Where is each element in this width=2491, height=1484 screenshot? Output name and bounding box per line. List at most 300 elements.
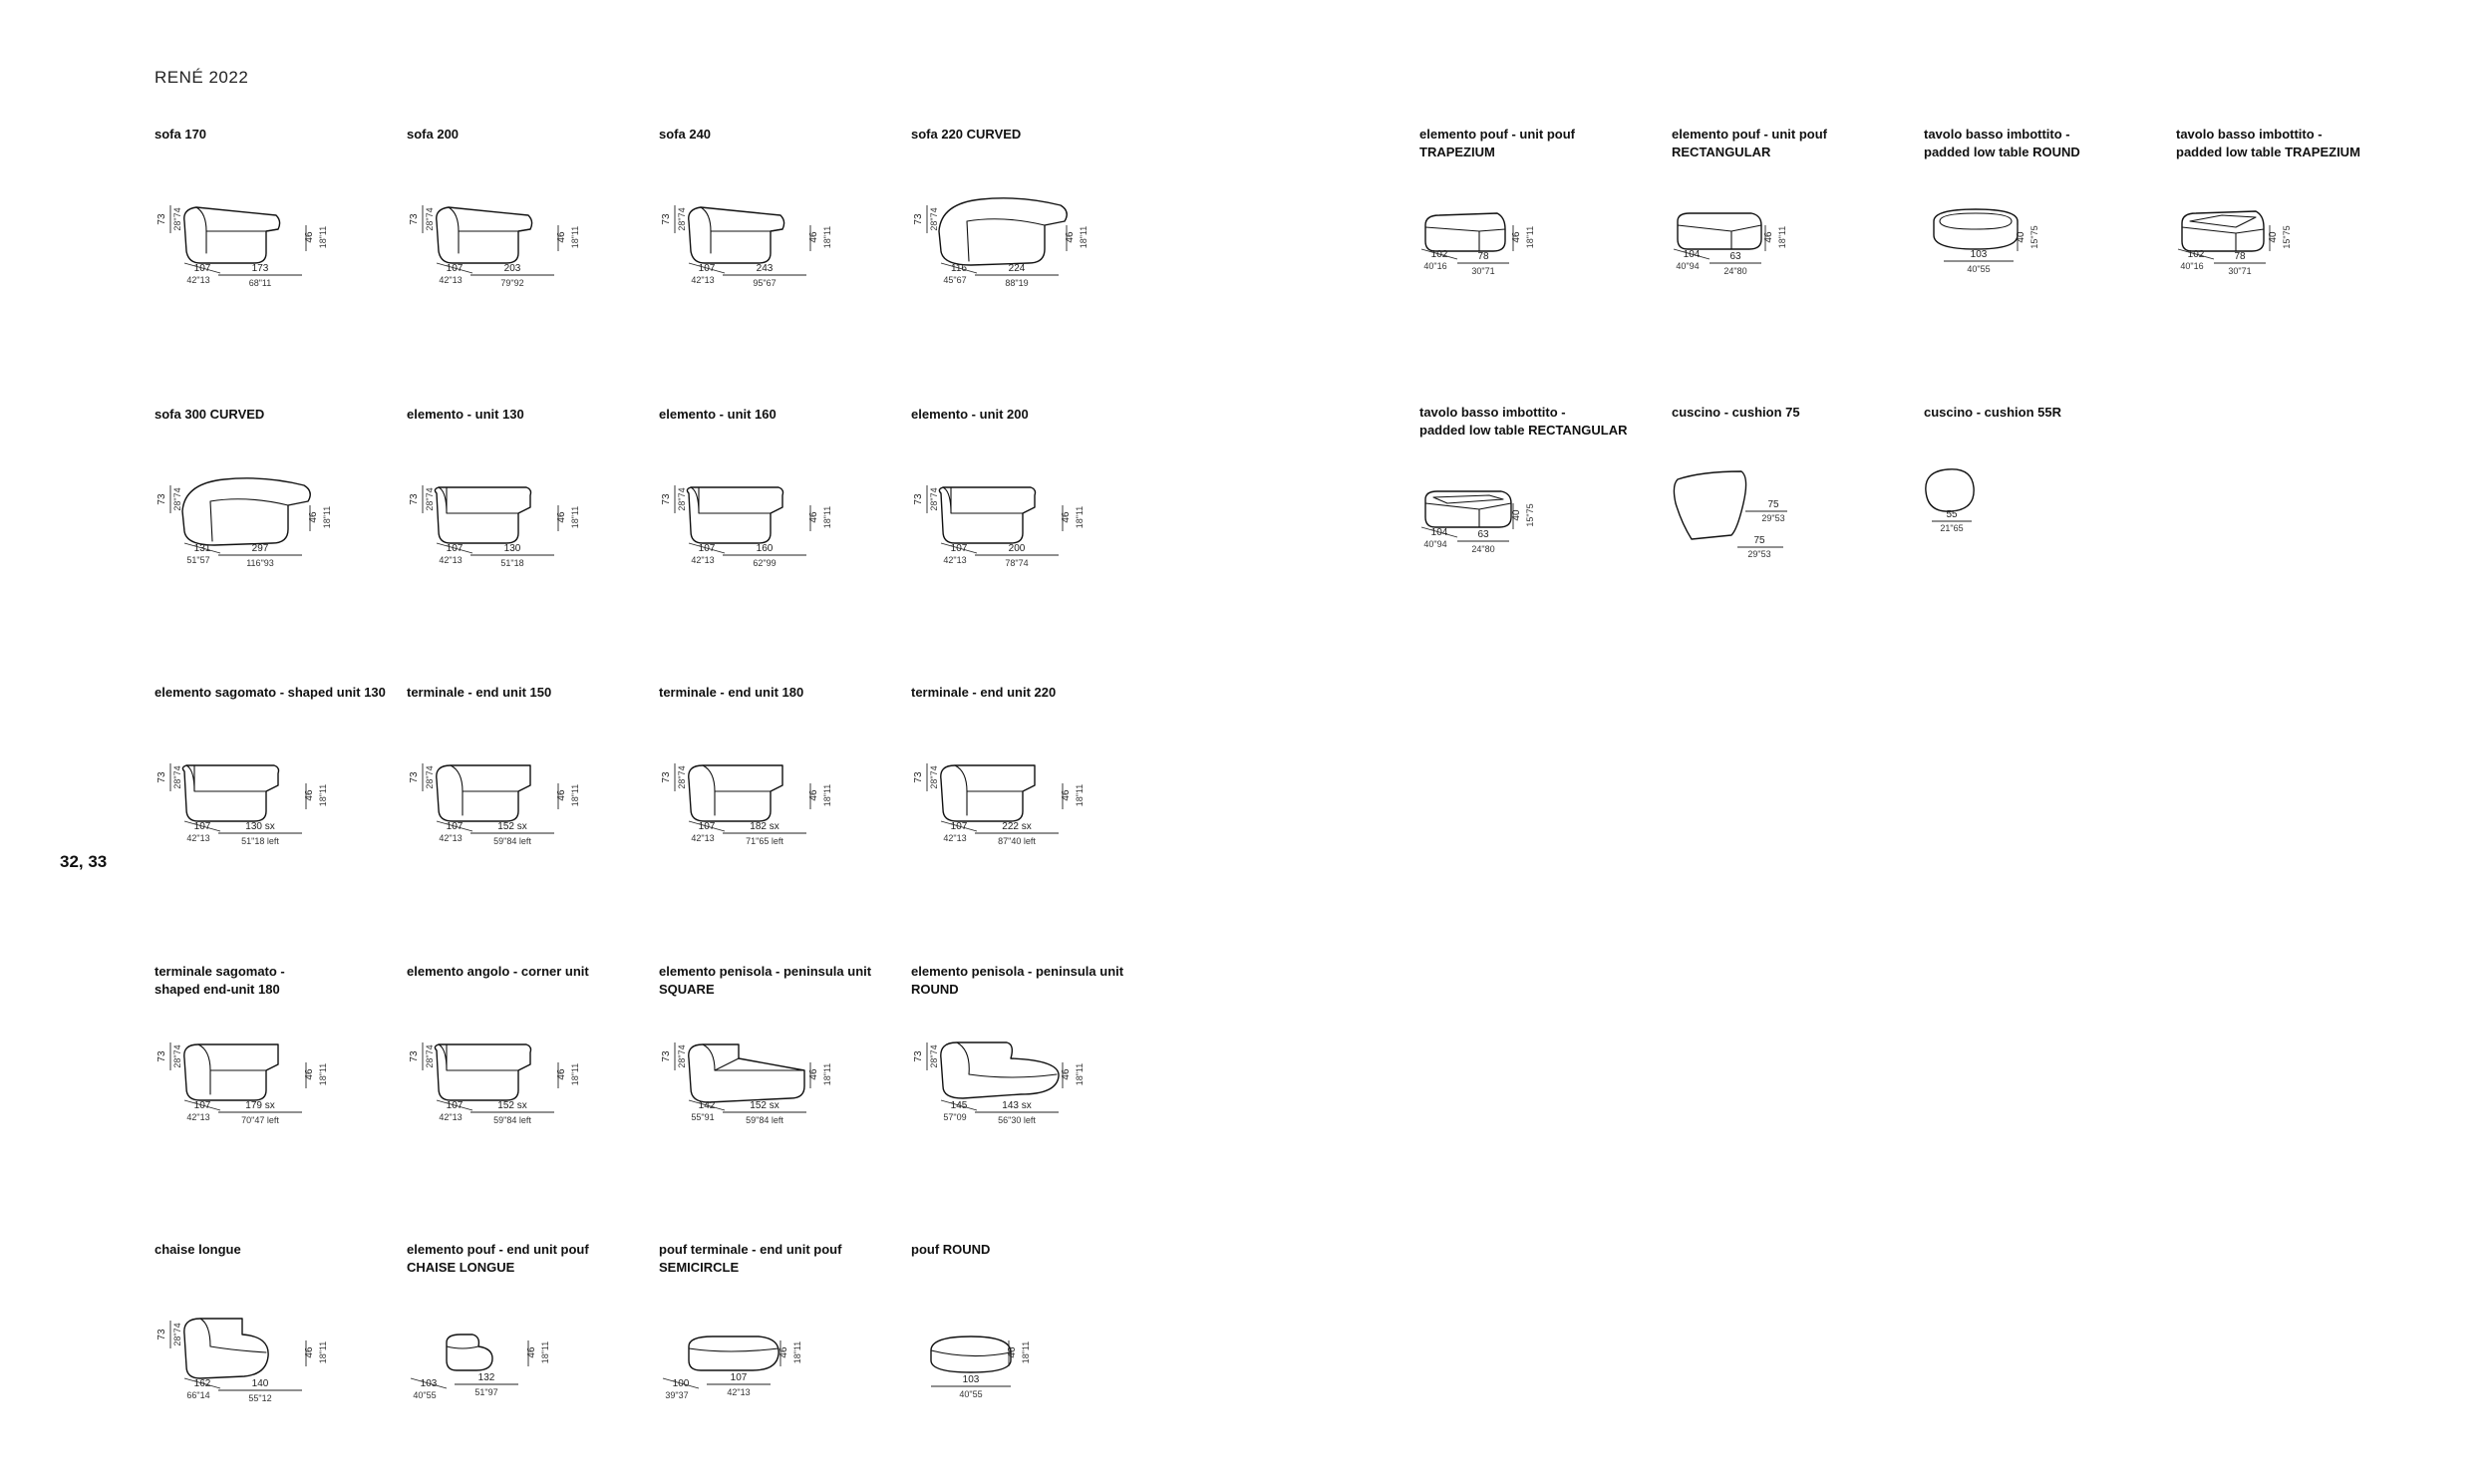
- dim-height-imperial: 28"74: [425, 765, 435, 789]
- technical-drawing: [155, 155, 404, 325]
- product-table-rectangular: [1419, 404, 1669, 603]
- product-name: [155, 684, 404, 702]
- technical-drawing: [1924, 155, 2173, 325]
- dim-seat-height-imperial: 18"11: [318, 225, 328, 249]
- dim-width: 152 sx: [497, 821, 527, 832]
- dim-width-imperial: 78"74: [1005, 558, 1029, 568]
- dim-depth-imperial: 40"55: [413, 1390, 437, 1400]
- product-name: [911, 1241, 1160, 1259]
- dim-width: 140: [251, 1378, 269, 1389]
- product-name: [407, 963, 656, 981]
- dim-width: 297: [251, 543, 269, 554]
- product-name-line: RECTANGULAR: [1672, 145, 1771, 159]
- technical-drawing: [659, 155, 908, 325]
- technical-drawing: [1672, 155, 1921, 325]
- product-peninsula-square: [659, 963, 908, 1162]
- dim-depth: 104: [1430, 527, 1448, 538]
- product-name-line: elemento pouf - unit pouf: [1672, 127, 1827, 142]
- dim-height: 73: [156, 493, 167, 505]
- drawing-group: [409, 205, 580, 288]
- drawing-group: [1674, 213, 1787, 276]
- dim-width-imperial: 40"55: [959, 1389, 983, 1399]
- drawing-group: [913, 763, 1085, 846]
- technical-drawing: [911, 714, 1160, 883]
- product-name-line: sofa 240: [659, 127, 712, 142]
- product-name-line: elemento - unit 130: [407, 407, 524, 422]
- product-name: [407, 406, 656, 424]
- furniture-drawing: [939, 487, 1035, 543]
- product-corner-unit: [407, 963, 656, 1162]
- dim-width: 103: [962, 1374, 980, 1385]
- dim-width: 107: [730, 1372, 748, 1383]
- dim-depth: 107: [698, 821, 716, 832]
- technical-drawing: [407, 436, 656, 605]
- dim-height: 73: [661, 771, 672, 783]
- dim-width-imperial: 42"13: [727, 1387, 751, 1397]
- technical-drawing: [407, 993, 656, 1162]
- dim-depth-imperial: 42"13: [691, 275, 715, 285]
- dim-seat-height-imperial: 18"11: [1075, 505, 1085, 529]
- product-table-round: [1924, 126, 2173, 325]
- technical-drawing: [407, 155, 656, 325]
- dim-width: 224: [1008, 263, 1026, 274]
- dim-height: 73: [156, 1329, 167, 1340]
- product-unit-160: [659, 406, 908, 605]
- dim-diameter-imperial: 21"65: [1940, 523, 1964, 533]
- dim-seat-height-imperial: 18"11: [822, 1062, 832, 1086]
- dim-width: 160: [756, 543, 774, 554]
- dim-seat-height: 46: [1065, 231, 1076, 243]
- dim-height-imperial: 28"74: [172, 1044, 182, 1068]
- dim-seat-height: 46: [1511, 231, 1522, 243]
- furniture-drawing: [435, 1044, 530, 1100]
- dim-height: 73: [913, 771, 924, 783]
- product-name: [155, 126, 404, 144]
- drawing-group: [409, 763, 580, 846]
- dim-depth: 103: [420, 1378, 438, 1389]
- dim-width-imperial: 59"84 left: [746, 1115, 783, 1125]
- product-name: [1924, 404, 2173, 422]
- page-number: 32, 33: [60, 852, 108, 871]
- technical-drawing: [659, 993, 908, 1162]
- dim-depth-imperial: 40"94: [1676, 261, 1700, 271]
- dim-seat-height: 46: [304, 1068, 315, 1080]
- product-name: [1672, 404, 1921, 422]
- furniture-drawing: [435, 487, 530, 543]
- dim-height: 73: [661, 493, 672, 505]
- dim-height: 73: [913, 213, 924, 225]
- drawing-group: [661, 205, 832, 288]
- dim-height: 73: [409, 1050, 420, 1062]
- dim-seat-height-imperial: 18"11: [322, 505, 332, 529]
- dim-width-imperial: 24"80: [1471, 544, 1495, 554]
- product-pouf-semicircle: [659, 1241, 908, 1440]
- technical-drawing: [155, 436, 404, 605]
- dim-width-imperial: 40"55: [1967, 264, 1991, 274]
- product-cushion-55r: [1924, 404, 2173, 603]
- dim-depth-imperial: 51"57: [186, 555, 210, 565]
- furniture-drawing: [184, 207, 280, 263]
- product-name-line: elemento pouf - unit pouf: [1419, 127, 1575, 142]
- dim-width-imperial: 87"40 left: [998, 836, 1036, 846]
- product-name-line: terminale - end unit 220: [911, 685, 1057, 700]
- product-name-line: sofa 170: [155, 127, 207, 142]
- dim-width: 203: [503, 263, 521, 274]
- dim-seat-height-imperial: 18"11: [822, 783, 832, 807]
- dim-seat-height: 46: [1763, 231, 1774, 243]
- drawing-group: [661, 1042, 832, 1125]
- dim-width-imperial: 70"47 left: [241, 1115, 279, 1125]
- product-name-line: cuscino - cushion 55R: [1924, 405, 2061, 420]
- dim-height-imperial: 28"74: [425, 1044, 435, 1068]
- product-name: [659, 684, 908, 702]
- product-cushion-75: [1672, 404, 1921, 603]
- drawing-group: [156, 205, 328, 288]
- product-name-line: terminale sagomato -: [155, 964, 285, 979]
- product-name: [911, 684, 1160, 702]
- drawing-group: [661, 485, 832, 568]
- dim-depth-imperial: 42"13: [186, 833, 210, 843]
- dim-depth: 107: [446, 263, 464, 274]
- dim-seat-height-imperial: 15"75: [2029, 225, 2039, 249]
- dim-depth: 102: [1430, 249, 1448, 260]
- dim-height: 73: [409, 493, 420, 505]
- product-name-line: TRAPEZIUM: [1419, 145, 1495, 159]
- product-name-line: padded low table TRAPEZIUM: [2176, 145, 2360, 159]
- drawing-group: [156, 1319, 328, 1403]
- dim-width: 182 sx: [750, 821, 779, 832]
- dim-width: 243: [756, 263, 774, 274]
- drawing-group: [1674, 471, 1787, 559]
- dim-height-imperial: 28"74: [172, 1323, 182, 1346]
- product-name: [659, 126, 908, 144]
- dim-width: 152 sx: [750, 1100, 779, 1111]
- dim-width-imperial: 51"18 left: [241, 836, 279, 846]
- collection-title: RENÉ 2022: [155, 68, 249, 87]
- dim-width-imperial: 62"99: [753, 558, 777, 568]
- drawing-group: [913, 1042, 1085, 1125]
- dim-depth: 75: [1753, 535, 1765, 546]
- dim-depth: 107: [446, 821, 464, 832]
- product-name-line: sofa 300 CURVED: [155, 407, 265, 422]
- dim-seat-height-imperial: 18"11: [822, 505, 832, 529]
- dim-depth: 107: [193, 263, 211, 274]
- dim-seat-height: 46: [556, 511, 567, 523]
- dim-width-imperial: 29"53: [1761, 513, 1785, 523]
- product-chaise-longue: [155, 1241, 404, 1440]
- dim-width-imperial: 51"97: [474, 1387, 498, 1397]
- product-name-line: shaped end-unit 180: [155, 982, 280, 997]
- technical-drawing: [1672, 434, 1921, 603]
- dim-depth-imperial: 40"16: [2180, 261, 2204, 271]
- product-name-line: tavolo basso imbottito -: [1419, 405, 1566, 420]
- dim-width: 143 sx: [1002, 1100, 1032, 1111]
- furniture-drawing: [941, 1042, 1059, 1098]
- dim-width: 130 sx: [245, 821, 275, 832]
- dim-seat-height: 46: [304, 231, 315, 243]
- product-pouf-round: [911, 1241, 1160, 1440]
- dim-width: 173: [251, 263, 269, 274]
- dim-height-imperial: 28"74: [425, 487, 435, 511]
- technical-drawing: [659, 714, 908, 883]
- dim-seat-height-imperial: 15"75: [2282, 225, 2292, 249]
- dim-width-imperial: 79"92: [500, 278, 524, 288]
- dim-width-imperial: 30"71: [1471, 266, 1495, 276]
- technical-drawing: [407, 1271, 656, 1440]
- product-name-line: terminale - end unit 180: [659, 685, 804, 700]
- dim-width-imperial: 71"65 left: [746, 836, 783, 846]
- furniture-drawing: [437, 207, 532, 263]
- dim-height: 73: [661, 1050, 672, 1062]
- dim-depth: 107: [446, 543, 464, 554]
- dim-seat-height-imperial: 18"11: [1021, 1340, 1031, 1364]
- technical-drawing: [911, 436, 1160, 605]
- dim-width-imperial: 59"84 left: [493, 836, 531, 846]
- dim-depth: 162: [193, 1378, 211, 1389]
- dim-depth-imperial: 42"13: [439, 833, 463, 843]
- dim-height-imperial: 28"74: [677, 207, 687, 231]
- dim-seat-height-imperial: 18"11: [792, 1340, 802, 1364]
- product-name-line: sofa 200: [407, 127, 460, 142]
- dim-depth: 107: [698, 263, 716, 274]
- dim-height-imperial: 28"74: [172, 487, 182, 511]
- dim-depth: 131: [193, 543, 211, 554]
- dim-width-imperial: 116"93: [246, 558, 274, 568]
- product-name-line: elemento pouf - end unit pouf: [407, 1242, 589, 1257]
- product-name-line: CHAISE LONGUE: [407, 1260, 515, 1275]
- dim-seat-height: 46: [1061, 511, 1072, 523]
- product-sofa-300-curved: [155, 406, 404, 605]
- dim-seat-height-imperial: 18"11: [570, 225, 580, 249]
- dim-width: 130: [503, 543, 521, 554]
- dim-width-imperial: 30"71: [2228, 266, 2252, 276]
- product-shaped-unit-130: [155, 684, 404, 883]
- dim-seat-height: 46: [304, 789, 315, 801]
- dim-width: 132: [477, 1372, 495, 1383]
- product-name-line: padded low table ROUND: [1924, 145, 2080, 159]
- furniture-drawing: [182, 478, 310, 545]
- furniture-drawing: [447, 1335, 492, 1370]
- product-pouf-chaise-longue: [407, 1241, 656, 1440]
- product-name: [155, 1241, 404, 1259]
- product-name-line: elemento - unit 200: [911, 407, 1029, 422]
- technical-drawing: [407, 714, 656, 883]
- product-name-line: elemento sagomato - shaped unit 130: [155, 685, 386, 700]
- dim-width: 179 sx: [245, 1100, 275, 1111]
- furniture-drawing: [437, 765, 530, 821]
- dim-seat-height: 46: [556, 1068, 567, 1080]
- dim-diameter: 55: [1946, 509, 1958, 520]
- product-sofa-170: [155, 126, 404, 325]
- dim-seat-height: 46: [1061, 789, 1072, 801]
- dim-seat-height: 46: [556, 789, 567, 801]
- dim-width-imperial: 51"18: [500, 558, 524, 568]
- technical-drawing: [911, 993, 1160, 1162]
- dim-seat-height: 46: [808, 231, 819, 243]
- dim-seat-height: 46: [1061, 1068, 1072, 1080]
- furniture-drawing: [182, 765, 278, 821]
- dim-seat-height-imperial: 18"11: [1075, 1062, 1085, 1086]
- product-name-line: pouf terminale - end unit pouf: [659, 1242, 842, 1257]
- drawing-group: [1934, 209, 2039, 274]
- product-name: [911, 406, 1160, 424]
- dim-width-imperial: 68"11: [248, 278, 272, 288]
- dim-height: 73: [156, 213, 167, 225]
- dim-seat-height-imperial: 18"11: [822, 225, 832, 249]
- product-end-unit-220: [911, 684, 1160, 883]
- technical-drawing: [155, 1271, 404, 1440]
- dim-depth: 107: [950, 543, 968, 554]
- product-end-unit-150: [407, 684, 656, 883]
- dim-width-imperial: 56"30 left: [998, 1115, 1036, 1125]
- furniture-drawing: [184, 1044, 278, 1100]
- product-name-line: terminale - end unit 150: [407, 685, 552, 700]
- drawing-group: [2178, 211, 2292, 276]
- technical-drawing: [1419, 434, 1669, 603]
- dim-width: 200: [1008, 543, 1026, 554]
- dim-seat-height: 40: [2268, 231, 2279, 243]
- furniture-drawing: [1926, 469, 1974, 511]
- furniture-drawing: [1674, 471, 1745, 539]
- dim-width: 152 sx: [497, 1100, 527, 1111]
- dim-depth-imperial: 42"13: [186, 1112, 210, 1122]
- dim-seat-height: 46: [556, 231, 567, 243]
- drawing-group: [931, 1336, 1031, 1399]
- drawing-group: [661, 763, 832, 846]
- product-pouf-trapezium: [1419, 126, 1669, 325]
- product-sofa-240: [659, 126, 908, 325]
- dim-seat-height-imperial: 18"11: [1777, 225, 1787, 249]
- dim-height-imperial: 28"74: [425, 207, 435, 231]
- dim-depth: 107: [193, 821, 211, 832]
- dim-seat-height-imperial: 18"11: [570, 783, 580, 807]
- dim-depth-imperial: 42"13: [943, 555, 967, 565]
- dim-seat-height-imperial: 18"11: [1075, 783, 1085, 807]
- product-name: [407, 126, 656, 144]
- furniture-drawing: [689, 765, 782, 821]
- drawing-group: [663, 1336, 802, 1400]
- dim-width-imperial: 59"84 left: [493, 1115, 531, 1125]
- dim-depth: 107: [446, 1100, 464, 1111]
- dim-depth-imperial: 57"09: [943, 1112, 967, 1122]
- dim-depth: 142: [698, 1100, 716, 1111]
- product-name-line: sofa 220 CURVED: [911, 127, 1022, 142]
- technical-drawing: [155, 714, 404, 883]
- product-pouf-rectangular: [1672, 126, 1921, 325]
- product-table-trapezium: [2176, 126, 2425, 325]
- dim-depth-imperial: 42"13: [691, 833, 715, 843]
- dim-depth: 107: [950, 821, 968, 832]
- dim-height-imperial: 28"74: [677, 487, 687, 511]
- product-name: [911, 126, 1160, 144]
- product-name: [155, 406, 404, 424]
- drawing-group: [409, 1042, 580, 1125]
- dim-depth: 100: [672, 1378, 690, 1389]
- dim-height-imperial: 28"74: [929, 207, 939, 231]
- dim-height-imperial: 28"74: [929, 1044, 939, 1068]
- furniture-drawing: [1678, 213, 1761, 249]
- dim-seat-height-imperial: 18"11: [570, 1062, 580, 1086]
- dim-depth-imperial: 40"94: [1423, 539, 1447, 549]
- technical-drawing: [659, 1271, 908, 1440]
- technical-drawing: [1924, 434, 2173, 603]
- technical-drawing: [659, 436, 908, 605]
- dim-width: 63: [1729, 251, 1741, 262]
- dim-height-imperial: 28"74: [677, 1044, 687, 1068]
- product-name-line: elemento angolo - corner unit: [407, 964, 589, 979]
- technical-drawing: [911, 1271, 1160, 1440]
- drawing-group: [156, 763, 328, 846]
- dim-depth-imperial: 42"13: [439, 275, 463, 285]
- dim-seat-height: 40: [1511, 509, 1522, 521]
- product-unit-200: [911, 406, 1160, 605]
- dim-depth-imperial: 45"67: [943, 275, 967, 285]
- dim-width: 63: [1477, 529, 1489, 540]
- dim-height: 73: [913, 493, 924, 505]
- dim-width: 75: [1767, 499, 1779, 510]
- dim-width-imperial: 55"12: [248, 1393, 272, 1403]
- dim-seat-height-imperial: 18"11: [318, 783, 328, 807]
- dim-depth-imperial: 42"13: [691, 555, 715, 565]
- dim-width-imperial: 24"80: [1723, 266, 1747, 276]
- product-name-line: tavolo basso imbottito -: [1924, 127, 2070, 142]
- dim-height: 73: [913, 1050, 924, 1062]
- drawing-group: [1421, 491, 1535, 554]
- drawing-group: [1926, 469, 1974, 533]
- dim-depth: 145: [950, 1100, 968, 1111]
- furniture-drawing: [689, 207, 784, 263]
- product-name-line: SQUARE: [659, 982, 715, 997]
- furniture-drawing: [941, 765, 1035, 821]
- technical-drawing: [2176, 155, 2425, 325]
- dim-height-imperial: 28"74: [929, 765, 939, 789]
- dim-seat-height: 46: [308, 511, 319, 523]
- dim-seat-height-imperial: 18"11: [570, 505, 580, 529]
- technical-drawing: [911, 155, 1160, 325]
- product-name: [659, 406, 908, 424]
- dim-seat-height: 46: [778, 1346, 789, 1358]
- product-name-line: ROUND: [911, 982, 959, 997]
- product-name-line: pouf ROUND: [911, 1242, 991, 1257]
- dim-height: 73: [409, 771, 420, 783]
- dim-width-imperial: 88"19: [1005, 278, 1029, 288]
- furniture-drawing: [687, 487, 782, 543]
- dim-height-imperial: 28"74: [172, 207, 182, 231]
- dim-width: 78: [1477, 251, 1489, 262]
- drawing-group: [913, 485, 1085, 568]
- product-end-unit-180: [659, 684, 908, 883]
- furniture-drawing: [939, 198, 1067, 265]
- dim-seat-height: 46: [304, 1346, 315, 1358]
- product-sofa-200: [407, 126, 656, 325]
- dim-seat-height-imperial: 18"11: [540, 1340, 550, 1364]
- dim-depth-imperial: 39"37: [665, 1390, 689, 1400]
- dim-depth: 107: [193, 1100, 211, 1111]
- drawing-group: [156, 478, 332, 568]
- dim-seat-height: 46: [526, 1346, 537, 1358]
- dim-depth-imperial: 66"14: [186, 1390, 210, 1400]
- dim-depth: 102: [2187, 249, 2205, 260]
- dim-height: 73: [156, 1050, 167, 1062]
- dim-seat-height: 46: [1007, 1346, 1018, 1358]
- product-shaped-end-unit-180: [155, 963, 404, 1162]
- dim-depth-imperial: 42"13: [186, 275, 210, 285]
- dim-depth-imperial: 42"13: [943, 833, 967, 843]
- dim-seat-height-imperial: 18"11: [1525, 225, 1535, 249]
- dim-width-imperial: 95"67: [753, 278, 777, 288]
- product-name-line: SEMICIRCLE: [659, 1260, 740, 1275]
- furniture-drawing: [689, 1044, 804, 1102]
